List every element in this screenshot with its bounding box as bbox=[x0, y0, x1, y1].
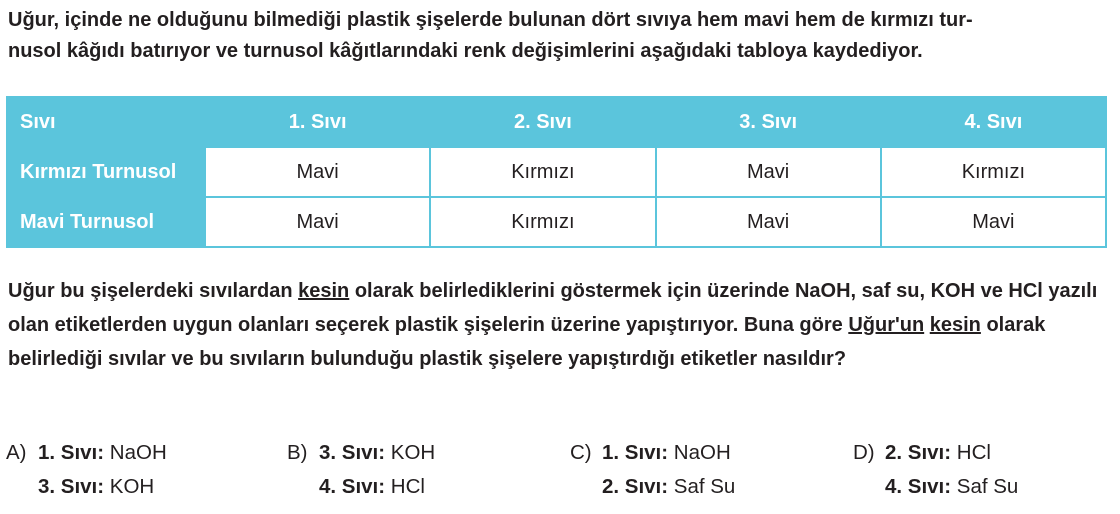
table-row bbox=[7, 197, 1106, 247]
option-letter: B) bbox=[287, 441, 308, 464]
option-value: HCl bbox=[956, 441, 991, 464]
table-cell: Mavi bbox=[205, 197, 430, 247]
option-letter: C) bbox=[570, 441, 592, 464]
table-header-cell: 2. Sıvı bbox=[430, 97, 655, 147]
option-value: HCl bbox=[390, 475, 425, 498]
table-header-cell: Sıvı bbox=[7, 97, 205, 147]
option-d[interactable] bbox=[853, 436, 1018, 504]
table-cell: Mavi bbox=[881, 197, 1106, 247]
option-label: 3. Sıvı: bbox=[38, 475, 105, 498]
emphasis-kesin-2: kesin bbox=[929, 314, 981, 336]
option-value: NaOH bbox=[109, 441, 167, 464]
option-value: KOH bbox=[390, 441, 436, 464]
table-cell: Mavi bbox=[656, 147, 881, 197]
option-a[interactable] bbox=[6, 436, 167, 504]
question-part-3: olarak belirlediği sıvılar ve bu sıvıların bulunduğu plastik şişelere yapıştırdığı etiketler nasıldır? bbox=[8, 314, 1046, 370]
emphasis-kesin: kesin bbox=[298, 280, 350, 302]
option-label: 1. Sıvı: bbox=[38, 441, 105, 464]
option-label: 3. Sıvı: bbox=[319, 441, 386, 464]
option-letter: A) bbox=[6, 441, 27, 464]
intro-paragraph bbox=[8, 5, 1108, 67]
option-value: Saf Su bbox=[956, 475, 1019, 498]
option-label: 2. Sıvı: bbox=[885, 441, 952, 464]
litmus-results-table bbox=[6, 96, 1107, 248]
option-label: 2. Sıvı: bbox=[602, 475, 669, 498]
table-header-cell: 4. Sıvı bbox=[881, 97, 1106, 147]
question-part-2: olarak belirlediklerini göstermek için üzerinde NaOH, saf su, KOH ve HCl yazılı olan etiketlerden uygun olanları seçerek plastik şişelerin üzerine yapıştırıyor. Buna göre bbox=[8, 280, 1098, 336]
question-part-1: Uğur bu şişelerdeki sıvılardan bbox=[8, 280, 299, 302]
table-cell: Mavi bbox=[656, 197, 881, 247]
emphasis-ugurun: Uğur'un bbox=[848, 314, 925, 336]
table-cell: Kırmızı bbox=[430, 197, 655, 247]
table-cell: Kırmızı bbox=[430, 147, 655, 197]
option-letter: D) bbox=[853, 441, 875, 464]
option-value: Saf Su bbox=[673, 475, 736, 498]
option-label: 4. Sıvı: bbox=[885, 475, 952, 498]
intro-line-1: Uğur, içinde ne olduğunu bilmediği plastik şişelerde bulunan dört sıvıya hem mavi hem de kırmızı tur- bbox=[8, 9, 973, 31]
table-cell: Kırmızı bbox=[881, 147, 1106, 197]
option-c[interactable] bbox=[570, 436, 735, 504]
table-header-row bbox=[7, 97, 1106, 147]
row-label: Mavi Turnusol bbox=[7, 197, 205, 247]
option-label: 4. Sıvı: bbox=[319, 475, 386, 498]
option-value: KOH bbox=[109, 475, 155, 498]
intro-line-2: nusol kâğıdı batırıyor ve turnusol kâğıtlarındaki renk değişimlerini aşağıdaki tabloya kaydediyor. bbox=[8, 40, 923, 62]
option-label: 1. Sıvı: bbox=[602, 441, 669, 464]
table-header-cell: 1. Sıvı bbox=[205, 97, 430, 147]
row-label: Kırmızı Turnusol bbox=[7, 147, 205, 197]
question-text bbox=[8, 274, 1108, 376]
table-header-cell: 3. Sıvı bbox=[656, 97, 881, 147]
option-value: NaOH bbox=[673, 441, 731, 464]
option-b[interactable] bbox=[287, 436, 435, 504]
table-cell: Mavi bbox=[205, 147, 430, 197]
table-row bbox=[7, 147, 1106, 197]
